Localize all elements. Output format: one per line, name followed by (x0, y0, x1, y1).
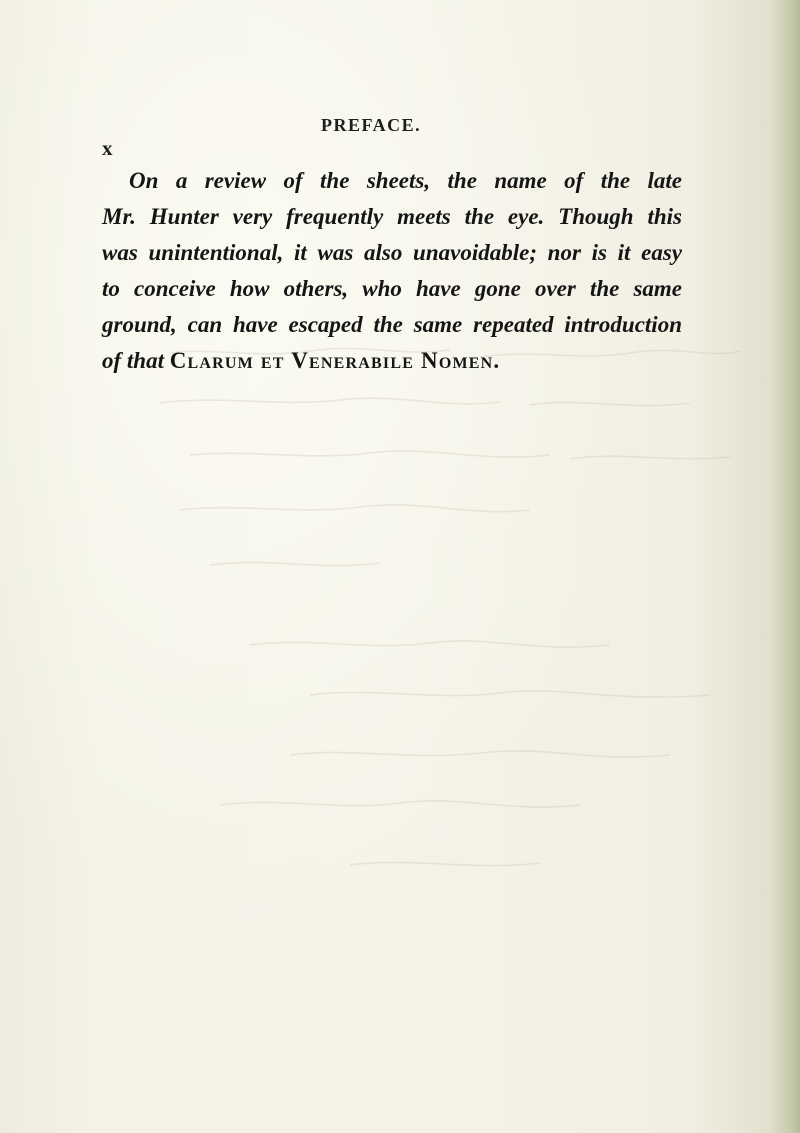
body-paragraph (102, 163, 682, 379)
text-line: ground, can have escaped the same repeated introduction (102, 312, 682, 337)
text-line: Mr. Hunter very frequently meets the eye. Though this (102, 204, 682, 229)
page-edge-shadow (772, 0, 800, 1133)
text-line: On a review of the sheets, the name of the late (129, 168, 682, 193)
text-line (102, 343, 682, 379)
text-line: to conceive how others, who have gone over the same (102, 276, 682, 301)
running-head: PREFACE. (321, 115, 422, 135)
page-number: x (102, 136, 113, 160)
latin-phrase: Clarum et Venerabile Nomen. (169, 348, 501, 373)
text-line: was unintentional, it was also unavoidable; nor is it easy (102, 240, 682, 265)
text-line-prefix: of that (102, 348, 164, 373)
show-through-texture (150, 345, 750, 945)
